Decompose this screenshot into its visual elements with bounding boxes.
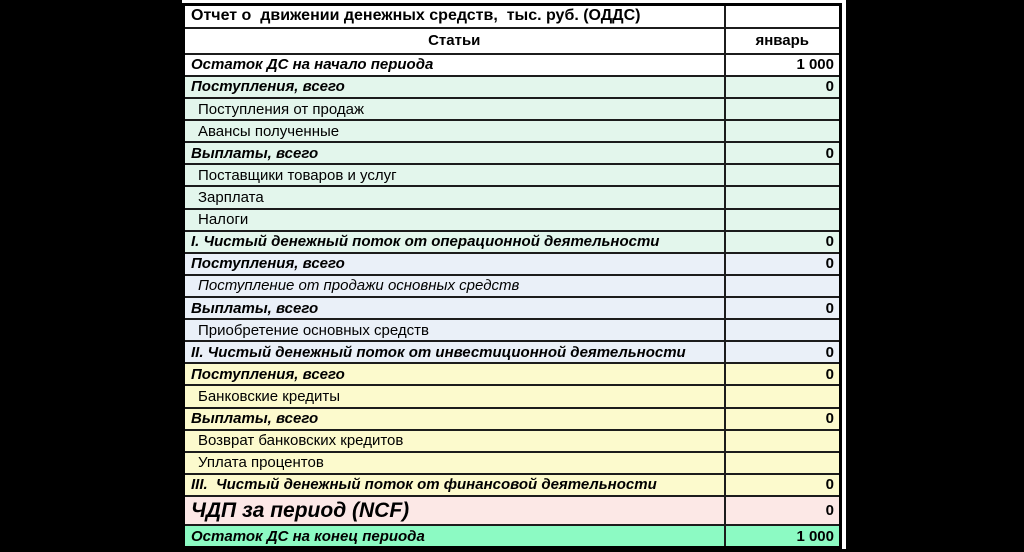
row-value-cell[interactable] [725,430,841,452]
month-header-cell[interactable]: январь [725,28,841,54]
row-value-cell[interactable] [725,98,841,120]
row-value-cell[interactable]: 1 000 [725,54,841,76]
table-row [184,231,841,253]
table-row [184,319,841,341]
row-label-cell[interactable]: Поступление от продажи основных средств [184,275,725,297]
table-row [184,341,841,363]
row-value-cell[interactable] [725,452,841,474]
row-value-cell[interactable]: 0 [725,297,841,319]
row-value-cell[interactable]: 0 [725,341,841,363]
report-title-empty-cell[interactable] [725,5,841,28]
table-row [184,98,841,120]
report-title-cell[interactable]: Отчет о движении денежных средств, тыс. руб. (ОДДС) [184,5,725,28]
row-label-cell[interactable]: Налоги [184,209,725,231]
row-value-cell[interactable] [725,120,841,142]
table-row [184,76,841,98]
table-row [184,297,841,319]
row-value-cell[interactable]: 0 [725,408,841,430]
row-label-cell[interactable]: Поступления от продаж [184,98,725,120]
spreadsheet-area [182,0,846,549]
table-row [184,408,841,430]
table-row [184,186,841,208]
table-row [184,385,841,407]
articles-header-cell[interactable]: Статьи [184,28,725,54]
row-label-cell[interactable]: Выплаты, всего [184,408,725,430]
row-value-cell[interactable] [725,319,841,341]
row-value-cell[interactable] [725,209,841,231]
table-row [184,525,841,547]
row-value-cell[interactable] [725,186,841,208]
report-rows [184,54,841,548]
table-row [184,253,841,275]
row-label-cell[interactable]: Возврат банковских кредитов [184,430,725,452]
row-label-cell[interactable]: Выплаты, всего [184,142,725,164]
row-label-cell[interactable]: Поступления, всего [184,76,725,98]
table-row [184,496,841,525]
row-label-cell[interactable]: Остаток ДС на конец периода [184,525,725,547]
row-value-cell[interactable]: 0 [725,76,841,98]
row-value-cell[interactable]: 0 [725,231,841,253]
row-label-cell[interactable]: Выплаты, всего [184,297,725,319]
table-row [184,54,841,76]
table-row [184,164,841,186]
row-label-cell[interactable]: I. Чистый денежный поток от операционной деятельности [184,231,725,253]
column-header-row [184,28,841,54]
table-row [184,452,841,474]
table-row [184,120,841,142]
row-label-cell[interactable]: Поступления, всего [184,363,725,385]
table-row [184,474,841,496]
row-value-cell[interactable] [725,275,841,297]
row-label-cell[interactable]: Поступления, всего [184,253,725,275]
row-label-cell[interactable]: Банковские кредиты [184,385,725,407]
row-value-cell[interactable] [725,164,841,186]
row-label-cell[interactable]: III. Чистый денежный поток от финансовой деятельности [184,474,725,496]
row-label-cell[interactable]: Авансы полученные [184,120,725,142]
table-row [184,142,841,164]
table-row [184,209,841,231]
table-row [184,430,841,452]
row-label-cell[interactable]: Поставщики товаров и услуг [184,164,725,186]
row-label-cell[interactable]: Уплата процентов [184,452,725,474]
row-value-cell[interactable] [725,385,841,407]
row-value-cell[interactable]: 1 000 [725,525,841,547]
table-row [184,363,841,385]
row-label-cell[interactable]: Зарплата [184,186,725,208]
row-label-cell[interactable]: Остаток ДС на начало периода [184,54,725,76]
row-value-cell[interactable]: 0 [725,474,841,496]
row-label-cell[interactable]: Приобретение основных средств [184,319,725,341]
row-value-cell[interactable]: 0 [725,363,841,385]
row-label-cell[interactable]: II. Чистый денежный поток от инвестиционной деятельности [184,341,725,363]
row-value-cell[interactable]: 0 [725,253,841,275]
report-title-row [184,5,841,28]
row-label-cell[interactable]: ЧДП за период (NCF) [184,496,725,525]
table-row [184,275,841,297]
cash-flow-statement-table [182,3,842,549]
row-value-cell[interactable]: 0 [725,496,841,525]
row-value-cell[interactable]: 0 [725,142,841,164]
